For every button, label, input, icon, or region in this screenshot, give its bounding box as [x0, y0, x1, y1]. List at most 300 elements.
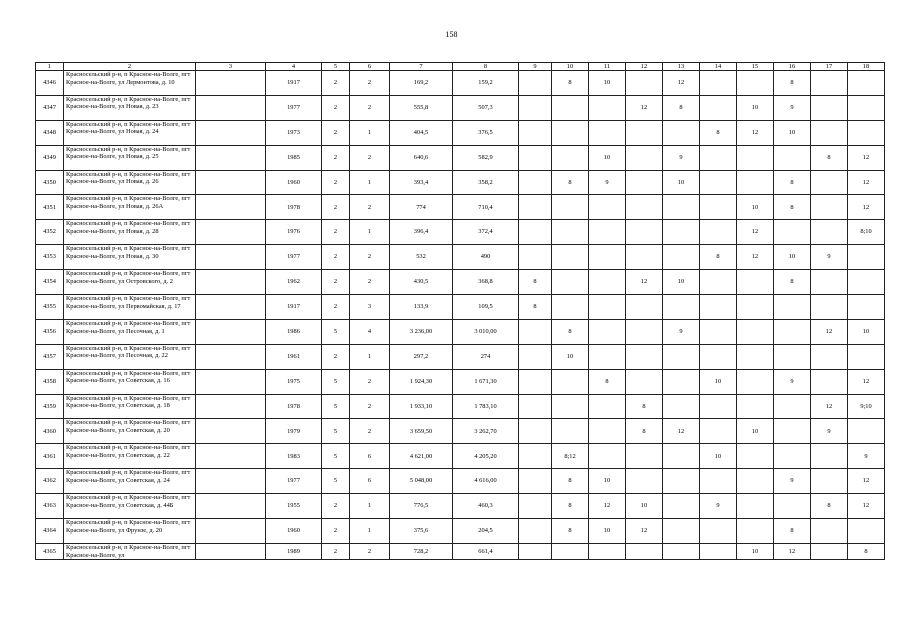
table-cell: 372,4 — [453, 220, 519, 245]
table-cell — [552, 95, 589, 120]
table-cell: 8 — [774, 71, 811, 96]
table-cell: 10 — [626, 494, 663, 519]
table-cell — [811, 295, 848, 320]
row-number-cell: 4365 — [36, 543, 64, 559]
table-cell — [700, 270, 737, 295]
table-cell: 532 — [390, 245, 453, 270]
table-cell: 2 — [350, 394, 390, 419]
address-cell: Красносельский р-н, п Красное-на-Волге, пгт Красное-на-Волге, ул Советская, д. 22 — [64, 444, 196, 469]
column-number-cell: 9 — [519, 63, 552, 71]
table-cell: 4 621,00 — [390, 444, 453, 469]
table-cell: 1975 — [266, 369, 322, 394]
table-cell: 10 — [589, 71, 626, 96]
table-row — [36, 220, 885, 245]
table-cell: 5 — [322, 369, 350, 394]
table-cell — [663, 220, 700, 245]
address-cell: Красносельский р-н, п Красное-на-Волге, пгт Красное-на-Волге, ул Советская, д. 24 — [64, 469, 196, 494]
table-cell: 2 — [322, 270, 350, 295]
page-number: 158 — [445, 30, 458, 39]
table-cell: 8 — [519, 295, 552, 320]
column-number-cell: 4 — [266, 63, 322, 71]
row-number-cell: 4359 — [36, 394, 64, 419]
row-number-cell: 4363 — [36, 494, 64, 519]
row-number-cell: 4347 — [36, 95, 64, 120]
table-cell — [700, 71, 737, 96]
table-cell — [811, 344, 848, 369]
table-cell — [519, 469, 552, 494]
table-cell: 1983 — [266, 444, 322, 469]
table-cell: 358,2 — [453, 170, 519, 195]
table-cell — [519, 543, 552, 559]
table-cell: 490 — [453, 245, 519, 270]
table-cell — [737, 394, 774, 419]
row-number-cell: 4352 — [36, 220, 64, 245]
table-cell: 368,8 — [453, 270, 519, 295]
column-number-cell: 7 — [390, 63, 453, 71]
table-cell: 3 236,00 — [390, 319, 453, 344]
table-cell: 12 — [589, 494, 626, 519]
table-cell — [811, 369, 848, 394]
row-number-cell: 4356 — [36, 319, 64, 344]
table-row — [36, 543, 885, 559]
column-number-row — [36, 63, 885, 71]
table-cell: 640,6 — [390, 145, 453, 170]
table-cell: 2 — [350, 270, 390, 295]
table-cell: 8 — [589, 369, 626, 394]
table-cell — [811, 195, 848, 220]
table-cell: 460,3 — [453, 494, 519, 519]
table-cell: 5 — [322, 394, 350, 419]
table-cell: 10 — [737, 419, 774, 444]
table-row — [36, 494, 885, 519]
table-cell: 10 — [663, 270, 700, 295]
table-cell — [626, 120, 663, 145]
table-cell — [700, 419, 737, 444]
table-cell: 8 — [552, 170, 589, 195]
table-row — [36, 120, 885, 145]
table-cell: 12 — [626, 519, 663, 544]
row-number-cell: 4348 — [36, 120, 64, 145]
address-cell: Красносельский р-н, п Красное-на-Волге, пгт Красное-на-Волге, ул Новая, д. 24 — [64, 120, 196, 145]
address-cell: Красносельский р-н, п Красное-на-Волге, пгт Красное-на-Волге, ул Новая, д. 28 — [64, 220, 196, 245]
table-cell — [196, 519, 266, 544]
table-cell: 10 — [552, 344, 589, 369]
row-number-cell: 4351 — [36, 195, 64, 220]
table-cell — [663, 469, 700, 494]
table-cell: 1917 — [266, 295, 322, 320]
table-cell: 8 — [774, 170, 811, 195]
table-cell: 2 — [350, 419, 390, 444]
address-cell: Красносельский р-н, п Красное-на-Волге, пгт Красное-на-Волге, ул Первомайская, д. 17 — [64, 295, 196, 320]
table-cell — [700, 344, 737, 369]
column-number-cell: 5 — [322, 63, 350, 71]
table-cell: 12 — [811, 394, 848, 419]
table-cell: 376,5 — [453, 120, 519, 145]
table-cell — [589, 394, 626, 419]
table-cell — [663, 543, 700, 559]
table-cell: 12 — [626, 95, 663, 120]
table-cell — [519, 120, 552, 145]
table-cell: 582,9 — [453, 145, 519, 170]
table-cell: 9 — [663, 145, 700, 170]
table-cell: 3 — [350, 295, 390, 320]
table-cell — [519, 170, 552, 195]
table-row — [36, 419, 885, 444]
table-cell — [196, 394, 266, 419]
table-cell: 8 — [700, 245, 737, 270]
table-cell: 12 — [737, 120, 774, 145]
table-cell — [552, 195, 589, 220]
table-cell: 10 — [774, 245, 811, 270]
table-cell — [737, 270, 774, 295]
table-cell: 2 — [350, 195, 390, 220]
table-cell: 1 — [350, 170, 390, 195]
table-cell — [663, 444, 700, 469]
table-cell: 4 — [350, 319, 390, 344]
table-cell: 12 — [663, 419, 700, 444]
table-cell: 2 — [350, 369, 390, 394]
table-cell: 507,3 — [453, 95, 519, 120]
table-cell: 9 — [774, 95, 811, 120]
table-cell — [626, 245, 663, 270]
table-cell: 8 — [519, 270, 552, 295]
table-cell: 1989 — [266, 543, 322, 559]
column-number-cell: 15 — [737, 63, 774, 71]
table-cell — [626, 469, 663, 494]
table-cell: 12 — [848, 145, 885, 170]
table-cell — [589, 344, 626, 369]
row-number-cell: 4361 — [36, 444, 64, 469]
row-number-cell: 4346 — [36, 71, 64, 96]
table-cell: 5 048,00 — [390, 469, 453, 494]
table-cell: 2 — [322, 95, 350, 120]
column-number-cell: 1 — [36, 63, 64, 71]
table-cell: 3 659,50 — [390, 419, 453, 444]
table-cell: 2 — [322, 494, 350, 519]
table-cell — [811, 444, 848, 469]
table-cell: 3 262,70 — [453, 419, 519, 444]
table-row — [36, 170, 885, 195]
table-cell: 12 — [626, 270, 663, 295]
table-row — [36, 394, 885, 419]
table-cell: 2 — [322, 71, 350, 96]
table-cell — [811, 71, 848, 96]
table-cell — [196, 170, 266, 195]
table-cell: 8 — [552, 494, 589, 519]
table-cell: 10 — [737, 543, 774, 559]
table-cell — [700, 145, 737, 170]
table-cell — [589, 195, 626, 220]
table-cell: 169,2 — [390, 71, 453, 96]
table-cell — [519, 519, 552, 544]
table-cell: 4 205,20 — [453, 444, 519, 469]
table-cell: 1977 — [266, 469, 322, 494]
table-cell — [737, 170, 774, 195]
table-cell: 12 — [848, 369, 885, 394]
table-cell — [700, 543, 737, 559]
column-number-cell: 13 — [663, 63, 700, 71]
table-cell: 9;10 — [848, 394, 885, 419]
table-cell — [196, 195, 266, 220]
table-cell — [700, 170, 737, 195]
column-number-cell: 3 — [196, 63, 266, 71]
table-cell: 8 — [626, 394, 663, 419]
row-number-cell: 4364 — [36, 519, 64, 544]
table-cell: 1979 — [266, 419, 322, 444]
table-cell — [848, 419, 885, 444]
column-number-cell: 11 — [589, 63, 626, 71]
table-cell: 776,5 — [390, 494, 453, 519]
table-cell — [589, 295, 626, 320]
table-cell: 1960 — [266, 170, 322, 195]
table-cell: 2 — [322, 519, 350, 544]
table-cell: 1917 — [266, 71, 322, 96]
table-cell — [848, 519, 885, 544]
row-number-cell: 4355 — [36, 295, 64, 320]
table-cell: 1 671,30 — [453, 369, 519, 394]
table-cell — [589, 95, 626, 120]
table-cell: 159,2 — [453, 71, 519, 96]
table-cell — [519, 95, 552, 120]
table-cell: 6 — [350, 444, 390, 469]
table-cell: 1955 — [266, 494, 322, 519]
table-cell — [519, 494, 552, 519]
table-cell — [626, 170, 663, 195]
table-cell: 1977 — [266, 95, 322, 120]
table-cell — [196, 469, 266, 494]
table-cell: 10 — [589, 519, 626, 544]
table-cell: 1 — [350, 344, 390, 369]
table-cell: 1978 — [266, 394, 322, 419]
table-cell: 1 933,10 — [390, 394, 453, 419]
table-cell — [552, 369, 589, 394]
column-number-cell: 10 — [552, 63, 589, 71]
table-cell — [626, 319, 663, 344]
table-cell: 3 010,00 — [453, 319, 519, 344]
column-number-cell: 14 — [700, 63, 737, 71]
address-cell: Красносельский р-н, п Красное-на-Волге, пгт Красное-на-Волге, ул Новая, д. 25 — [64, 145, 196, 170]
table-cell: 9 — [589, 170, 626, 195]
table-cell — [519, 394, 552, 419]
table-row — [36, 369, 885, 394]
table-cell: 133,9 — [390, 295, 453, 320]
table-cell: 12 — [848, 170, 885, 195]
table-cell: 2 — [350, 145, 390, 170]
table-cell: 2 — [322, 195, 350, 220]
row-number-cell: 4362 — [36, 469, 64, 494]
table-cell: 8 — [552, 469, 589, 494]
table-cell: 1 — [350, 494, 390, 519]
table-cell — [519, 419, 552, 444]
table-cell — [737, 71, 774, 96]
table-cell — [811, 543, 848, 559]
table-cell — [626, 369, 663, 394]
table-cell — [663, 245, 700, 270]
table-cell: 728,2 — [390, 543, 453, 559]
table-cell — [196, 494, 266, 519]
table-row — [36, 95, 885, 120]
table-cell: 2 — [350, 71, 390, 96]
table-cell — [196, 220, 266, 245]
table-cell: 8 — [552, 319, 589, 344]
table-cell — [196, 245, 266, 270]
table-cell — [196, 145, 266, 170]
table-cell: 5 — [322, 419, 350, 444]
table-cell — [196, 270, 266, 295]
table-cell — [700, 195, 737, 220]
column-number-cell: 8 — [453, 63, 519, 71]
table-cell — [811, 95, 848, 120]
table-cell: 661,4 — [453, 543, 519, 559]
table-cell — [737, 295, 774, 320]
table-cell — [196, 71, 266, 96]
row-number-cell: 4350 — [36, 170, 64, 195]
table-cell — [737, 469, 774, 494]
table-row — [36, 295, 885, 320]
table-cell — [519, 71, 552, 96]
table-cell: 2 — [322, 543, 350, 559]
table-row — [36, 145, 885, 170]
table-cell — [589, 270, 626, 295]
table-cell — [811, 519, 848, 544]
table-cell: 2 — [322, 295, 350, 320]
table-row — [36, 319, 885, 344]
table-row — [36, 344, 885, 369]
table-cell: 10 — [589, 469, 626, 494]
table-cell: 9 — [811, 419, 848, 444]
table-cell — [519, 145, 552, 170]
table-cell — [811, 120, 848, 145]
address-cell: Красносельский р-н, п Красное-на-Волге, пгт Красное-на-Волге, ул — [64, 543, 196, 559]
table-cell: 12 — [737, 220, 774, 245]
address-cell: Красносельский р-н, п Красное-на-Волге, пгт Красное-на-Волге, ул Островского, д. 2 — [64, 270, 196, 295]
address-cell: Красносельский р-н, п Красное-на-Волге, пгт Красное-на-Волге, ул Песочная, д. 22 — [64, 344, 196, 369]
table-cell — [519, 319, 552, 344]
table-cell — [663, 494, 700, 519]
table-cell — [519, 344, 552, 369]
table-cell — [700, 394, 737, 419]
table-cell — [737, 519, 774, 544]
table-cell: 1962 — [266, 270, 322, 295]
table-cell — [774, 394, 811, 419]
table-cell: 8 — [811, 145, 848, 170]
table-cell: 1 — [350, 120, 390, 145]
table-cell: 1961 — [266, 344, 322, 369]
table-cell: 10 — [589, 145, 626, 170]
table-cell — [663, 295, 700, 320]
table-cell: 8;12 — [552, 444, 589, 469]
table-cell — [196, 295, 266, 320]
table-cell: 2 — [350, 95, 390, 120]
table-cell: 1960 — [266, 519, 322, 544]
table-cell — [519, 220, 552, 245]
table-cell: 2 — [322, 120, 350, 145]
table-row — [36, 195, 885, 220]
table-cell: 274 — [453, 344, 519, 369]
table-cell — [626, 295, 663, 320]
table-cell: 8 — [552, 71, 589, 96]
table-cell: 375,6 — [390, 519, 453, 544]
table-cell — [700, 95, 737, 120]
table-cell — [848, 71, 885, 96]
table-cell: 12 — [737, 245, 774, 270]
table-cell — [774, 419, 811, 444]
table-cell: 8 — [848, 543, 885, 559]
table-cell: 1973 — [266, 120, 322, 145]
column-number-cell: 18 — [848, 63, 885, 71]
table-cell: 1986 — [266, 319, 322, 344]
table-cell: 12 — [848, 469, 885, 494]
table-row — [36, 270, 885, 295]
table-cell — [552, 120, 589, 145]
table-cell — [196, 120, 266, 145]
table-cell: 2 — [322, 170, 350, 195]
address-cell: Красносельский р-н, п Красное-на-Волге, пгт Красное-на-Волге, ул Новая, д. 26 — [64, 170, 196, 195]
table-cell: 1 783,10 — [453, 394, 519, 419]
address-cell: Красносельский р-н, п Красное-на-Волге, пгт Красное-на-Волге, ул Новая, д. 23 — [64, 95, 196, 120]
address-cell: Красносельский р-н, п Красное-на-Волге, пгт Красное-на-Волге, ул Советская, д. 18 — [64, 394, 196, 419]
table-cell — [519, 369, 552, 394]
table-cell — [700, 220, 737, 245]
table-cell — [737, 494, 774, 519]
table-cell — [626, 220, 663, 245]
table-cell — [774, 444, 811, 469]
table-cell — [552, 419, 589, 444]
table-cell — [848, 270, 885, 295]
table-cell — [589, 220, 626, 245]
table-cell — [848, 245, 885, 270]
table-cell — [774, 494, 811, 519]
address-cell: Красносельский р-н, п Красное-на-Волге, пгт Красное-на-Волге, ул Новая, д. 30 — [64, 245, 196, 270]
table-cell — [848, 344, 885, 369]
table-cell: 1978 — [266, 195, 322, 220]
table-cell: 9 — [663, 319, 700, 344]
table-cell — [700, 469, 737, 494]
table-cell: 9 — [848, 444, 885, 469]
table-cell: 1985 — [266, 145, 322, 170]
table-cell — [737, 369, 774, 394]
table-cell — [737, 319, 774, 344]
table-cell — [848, 95, 885, 120]
table-cell: 12 — [811, 319, 848, 344]
table-cell: 1 924,30 — [390, 369, 453, 394]
table-cell — [737, 145, 774, 170]
table-cell — [552, 270, 589, 295]
table-cell: 8;10 — [848, 220, 885, 245]
table-cell — [811, 170, 848, 195]
table-cell: 5 — [322, 319, 350, 344]
table-cell: 9 — [774, 369, 811, 394]
table-cell: 2 — [322, 245, 350, 270]
table-cell — [774, 295, 811, 320]
table-cell — [626, 344, 663, 369]
table-cell — [589, 543, 626, 559]
table-cell — [663, 519, 700, 544]
row-number-cell: 4358 — [36, 369, 64, 394]
table-cell: 1 — [350, 519, 390, 544]
column-number-cell: 12 — [626, 63, 663, 71]
table-cell: 9 — [774, 469, 811, 494]
address-cell: Красносельский р-н, п Красное-на-Волге, пгт Красное-на-Волге, ул Советская, д. 20 — [64, 419, 196, 444]
table-cell: 2 — [322, 145, 350, 170]
row-number-cell: 4357 — [36, 344, 64, 369]
table-cell — [626, 195, 663, 220]
table-cell: 9 — [700, 494, 737, 519]
table-cell: 2 — [350, 245, 390, 270]
table-cell: 1977 — [266, 245, 322, 270]
table-cell — [589, 419, 626, 444]
table-cell — [626, 71, 663, 96]
